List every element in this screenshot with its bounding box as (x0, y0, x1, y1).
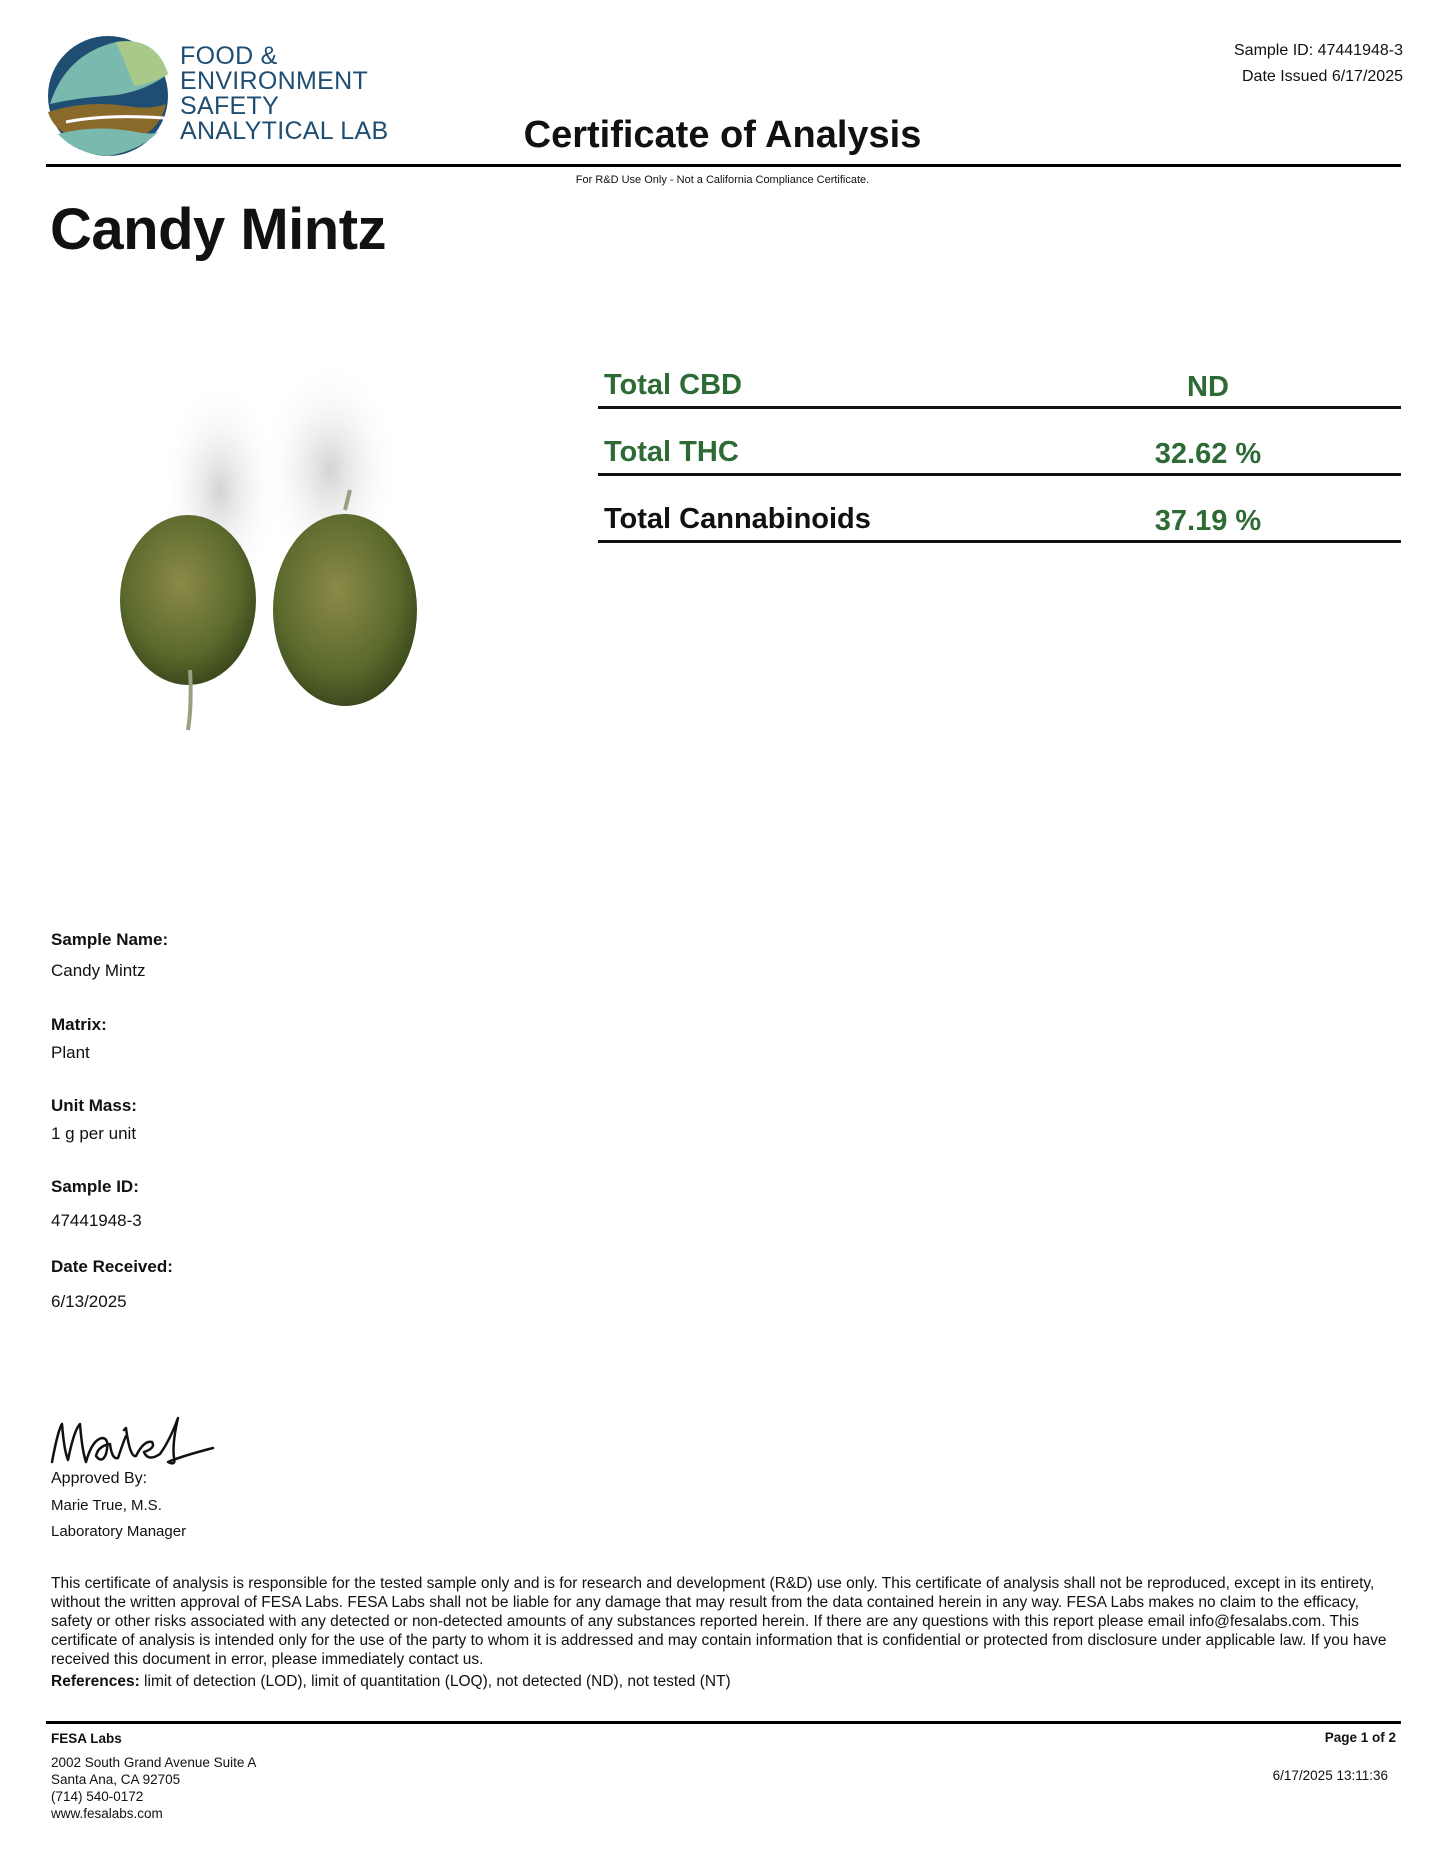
summary-value: 37.19 % (1154, 505, 1262, 537)
header-date-issued: Date Issued 6/17/2025 (1241, 68, 1403, 85)
references-text: limit of detection (LOD), limit of quantitation (LOQ), not detected (ND), not tested (NT) (139, 1673, 731, 1690)
logo-line: ENVIRONMENT (180, 67, 369, 95)
summary-label: Total Cannabinoids (604, 503, 871, 535)
header-sample-id: Sample ID: 47441948-3 (1234, 42, 1403, 59)
page-number: Page 1 of 2 (1324, 1730, 1396, 1745)
unit-mass-label: Unit Mass: (51, 1096, 137, 1115)
compliance-disclaimer: For R&D Use Only - Not a California Compliance Certificate. (575, 174, 870, 186)
footer-phone: (714) 540-0172 (51, 1789, 144, 1804)
date-received-value: 6/13/2025 (51, 1292, 127, 1311)
matrix-value: Plant (51, 1043, 90, 1062)
approved-by-label: Approved By: (51, 1470, 148, 1487)
unit-mass-value: 1 g per unit (51, 1124, 137, 1143)
signature (48, 1410, 218, 1472)
references (51, 1673, 731, 1691)
sample-name-value: Candy Mintz (51, 961, 146, 980)
summary-value: ND (1187, 371, 1229, 403)
header-divider (46, 164, 1401, 167)
header-meta (1234, 38, 1403, 90)
logo-line: FOOD & (180, 42, 278, 70)
footer-timestamp: 6/17/2025 13:11:36 (1272, 1768, 1388, 1783)
logo-line: ANALYTICAL LAB (180, 117, 389, 145)
footer-address-line2: Santa Ana, CA 92705 (51, 1772, 181, 1787)
summary-row (598, 340, 1401, 409)
product-name: Candy Mintz (50, 197, 387, 262)
references-label: References: (51, 1673, 140, 1690)
summary-row (598, 407, 1401, 476)
summary-value: 32.62 % (1154, 438, 1262, 470)
footer-divider (46, 1721, 1401, 1724)
date-received-label: Date Received: (51, 1257, 173, 1276)
page-title: Certificate of Analysis (523, 114, 922, 156)
summary-label: Total CBD (604, 369, 743, 401)
legal-disclaimer: This certificate of analysis is responsible for the tested sample only and is for research and development (R&D) use only. This certificate of analysis shall not be reproduced, except in its entirety, without the written approval of FESA Labs. FESA Labs shall not be liable for any damage that may result from the data contained herein in any way. FESA Labs makes no claim to the efficacy, safety or other risks associated with any detected or non-detected amounts of any substances reported herein. If there are any questions with this report please email info@fesalabs.com. This certificate of analysis is intended only for the use of the party to whom it is addressed and may contain information that is confidential or protected from disclosure under applicable law. If you have received this document in error, please immediately contact us. (51, 1575, 1387, 1668)
approver-title: Laboratory Manager (51, 1523, 187, 1540)
footer-website: www.fesalabs.com (51, 1806, 163, 1821)
footer-address (51, 1754, 256, 1822)
logo-line: SAFETY (180, 92, 280, 120)
product-image (100, 360, 440, 740)
sample-name-label: Sample Name: (51, 930, 169, 949)
summary-label: Total THC (604, 436, 739, 468)
matrix-label: Matrix: (51, 1015, 107, 1034)
approver-name: Marie True, M.S. (51, 1497, 162, 1514)
footer-company: FESA Labs (51, 1731, 122, 1746)
summary-row (598, 474, 1401, 543)
sample-id-label: Sample ID: (51, 1177, 139, 1196)
sample-id-value: 47441948-3 (51, 1211, 142, 1230)
footer-address-line1: 2002 South Grand Avenue Suite A (51, 1755, 257, 1770)
